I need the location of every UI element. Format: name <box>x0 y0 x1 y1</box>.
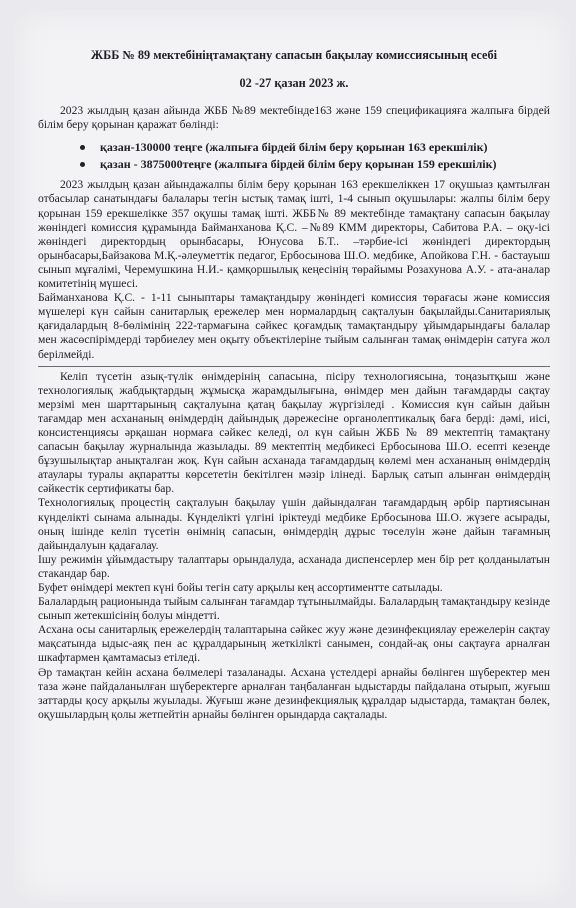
paragraph-drinking: Ішу режимін ұйымдастыру талаптары орындалуда, асханада диспенсерлер мен бір рет қолданылатын стакандар бар. <box>38 552 550 580</box>
document-date: 02 -27 қазан 2023 ж. <box>239 76 349 91</box>
paragraph-ration: Балалардың рационында тыйым салынған тағамдар тұтынылмайды. Балалардың тамақтандыру кезінде сынып жетекшісінің болуы міндетті. <box>38 595 550 623</box>
budget-item-text: қазан - 3875000теңге (жалпыға бірдей білім беру қорынан 159 ерекшілік) <box>100 156 497 171</box>
paragraph-dishwashing: Асхана осы санитарлық ережелердің талаптарына сәйкес жуу және дезинфекциялау ережелерін сақтау мақсатында ыдыс-аяқ пен ас құралдарының жеткілікті санымен, сондай-ақ оны сақтауға арналған шкафтармен қамтамасыз етіледі. <box>38 623 550 665</box>
bullet-icon <box>80 162 85 167</box>
paragraph-quality-control: Келіп түсетін азық-түлік өнімдерінің сапасына, пісіру технологиясына, тоңазытқыш және технологиялық жабдықтардың жұмысқа жарамдылығына, өнімдер мен дайын тағамдарды сақтау мерзімі мен шарттарының сақталуына қатаң бақылау жүргізіледі . Комиссия күн сайын дайын тағамдар мен асхананың өнімдердің дайындық дәрежесіне органолептикалық баға берді: дәмі, иісі, консистенциясы әрқашан нормаға сәйкес келеді, ол күн сайын ЖББ № 89 мектептің тамақтану сапасын бақылау журналында жазылады. 89 мектептің медбикесі Ербосынова Ш.О. есепті кезеңде бұзушылықтар анықталған жоқ. Күн сайын асханада тағамдардың көлемі мен асхананың өнімдердің атаулары туралы ақпаратты көрсететін бекітілген мәзір ілінеді. Барлық сатып алынған өнімдердің сәйкестік сертификаты бар. <box>38 369 550 496</box>
section-divider <box>38 366 550 367</box>
paragraph-meals: 2023 жылдың қазан айындажалпы білім беру қорынан 163 ерекшеліккен 17 оқушыаз қамтылған отбасылар санатындағы балалары тегін ыстық тамақ ішті, 1-4 сынып оқушылары: жалпы білім беру қорынан 159 ерекшелікке 357 оқушы тамақ ішті. ЖББ№ 89 мектебінде тамақтану сапасын бақылау жөніндегі комиссия құрамында Байманханова Қ.С. –№89 КММ директоры, Сабитова Р.А. – оқу-ісі жөніндегі директордың орынбасары, Юнусова Б.Т.. –тәрбие-ісі жөніндегі директордың орынбасары,Байзакова М.Қ.-әлеуметтік педагог, Ербосынова Ш.О. медбике, Апойкова Г.Н. - бастауыш сынып мұғалімі, Черемушкина Н.И.- қамқоршылық кеңесінің төрайымы Розахунова А.У. - ата-аналар комитетінің мүшесі. <box>38 178 550 291</box>
bullet-icon <box>80 145 85 150</box>
budget-item-text: қазан-130000 теңге (жалпыға бірдей білім беру қорынан 163 ерекшілік) <box>100 140 488 155</box>
budget-list <box>80 139 550 172</box>
document-body <box>38 48 550 722</box>
intro-paragraph: 2023 жылдың қазан айында ЖББ №89 мектебінде163 және 159 спецификацияға жалпыға бірдей білім беру қорынан қаражат бөлінді: <box>38 104 550 132</box>
document-sheet <box>14 10 570 902</box>
budget-item <box>80 156 550 173</box>
budget-item <box>80 139 550 156</box>
paragraph-sampling: Технологиялық процестің сақталуын бақылау үшін дайындалған тағамдардың әрбір партиясынан күнделікті сынама алынады. Күнделікті үлгіні іріктеуді медбике Ербосынова Ш.О. жүзеге асырады, оның ішінде келіп түсетін өнімнің сапасын, өнімдердің дұрыс төселуін және дайын тағамның дайындалуын қадағалау. <box>38 496 550 552</box>
paragraph-cleaning: Әр тамақтан кейін асхана бөлмелері тазаланады. Асхана үстелдері арнайы бөлінген шүберектер мен таза және пайдаланылған шүберектерге арналған таңбаланған ыдыстарды пайдалана отырып, жуғыш заттарды қосу арқылы жуылады. Жуғыш және дезинфекциялық құралдар ыдыстарда, тамақтан бөлек, оқушылардың қолы жетпейтін арнайы бөлінген орындарда сақталады. <box>38 665 550 721</box>
document-title: ЖББ № 89 мектебініңтамақтану сапасын бақылау комиссиясының есебі <box>90 48 498 62</box>
paragraph-commission-chair: Байманханова Қ.С. - 1-11 сыныптары тамақтандыру жөніндегі комиссия төрағасы және комиссия мүшелері күн сайын санитарлық ережелер мен нормалардың сақталуын бақылайды.Санитариялық қағидалардың 8-бөлімінің 222-тармағына сәйкес қоғамдық тамақтандыру ұйымдарындағы балалар мен жасөспірімдерді тәрбиелеу мен оқыту объектілеріне тыйым салынған тамақ өнімдерін сатуға жол берілмейді. <box>38 291 550 361</box>
paragraph-buffet: Буфет өнімдері мектеп күні бойы тегін сату арқылы кең ассортиментте сатылады. <box>38 581 443 594</box>
